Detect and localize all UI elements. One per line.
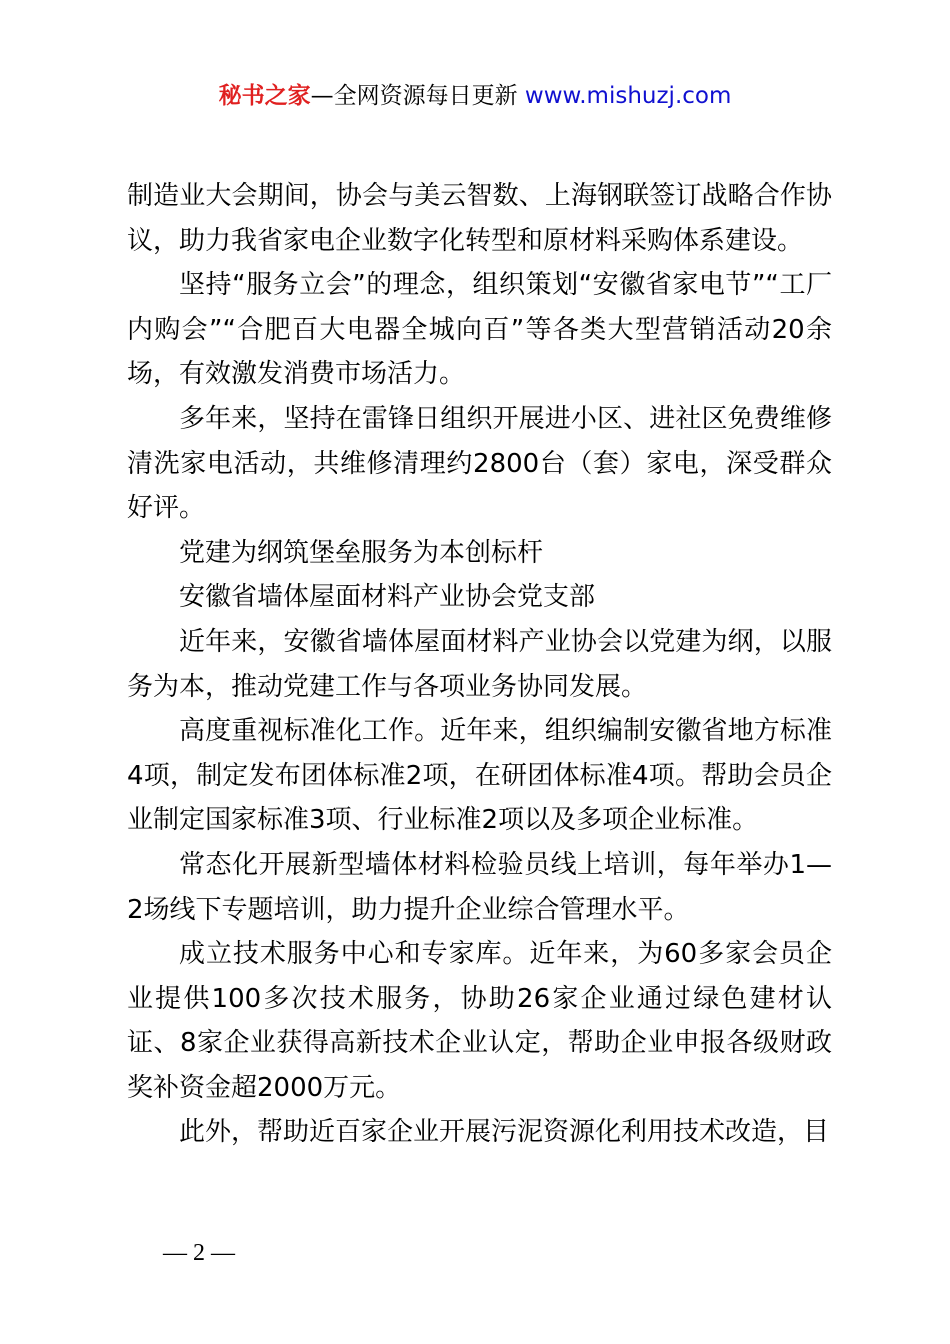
header-site-link[interactable]: www.mishuzj.com [524, 83, 732, 109]
paragraph: 制造业大会期间，协会与美云智数、上海钢联签订战略合作协议，助力我省家电企业数字化转型和原材料采购体系建设。 [127, 181, 832, 256]
paragraph: 此外，帮助近百家企业开展污泥资源化利用技术改造，目 [179, 1117, 830, 1148]
paragraph: 坚持“服务立会”的理念，组织策划“安徽省家电节”“工厂内购会”“合肥百大电器全城向百”等各类大型营销活动20余场，有效激发消费市场活力。 [127, 270, 832, 390]
section-title: 党建为纲筑堡垒服务为本创标杆 [179, 537, 544, 568]
document-header [0, 80, 950, 112]
paragraph: 多年来，坚持在雷锋日组织开展进小区、进社区免费维修清洗家电活动，共维修清理约2800台（套）家电，深受群众好评。 [127, 403, 832, 524]
page-number: — 2 — [163, 1240, 235, 1266]
paragraph: 成立技术服务中心和专家库。近年来，为60多家会员企业提供100多次技术服务，协助26家企业通过绿色建材认证、8家企业获得高新技术企业认定，帮助企业申报各级财政奖补资金超2000万元。 [127, 939, 832, 1103]
header-tagline: —全网资源每日更新 [310, 83, 525, 109]
document-body [127, 174, 832, 1155]
paragraph: 近年来，安徽省墙体屋面材料产业协会以党建为纲，以服务为本，推动党建工作与各项业务协同发展。 [127, 626, 832, 702]
header-brand: 秘书之家 [218, 83, 311, 109]
paragraph: 常态化开展新型墙体材料检验员线上培训，每年举办1—2场线下专题培训，助力提升企业综合管理水平。 [127, 849, 832, 925]
paragraph: 高度重视标准化工作。近年来，组织编制安徽省地方标准4项，制定发布团体标准2项，在研团体标准4项。帮助会员企业制定国家标准3项、行业标准2项以及多项企业标准。 [127, 716, 832, 836]
section-subtitle: 安徽省墙体屋面材料产业协会党支部 [179, 582, 596, 613]
